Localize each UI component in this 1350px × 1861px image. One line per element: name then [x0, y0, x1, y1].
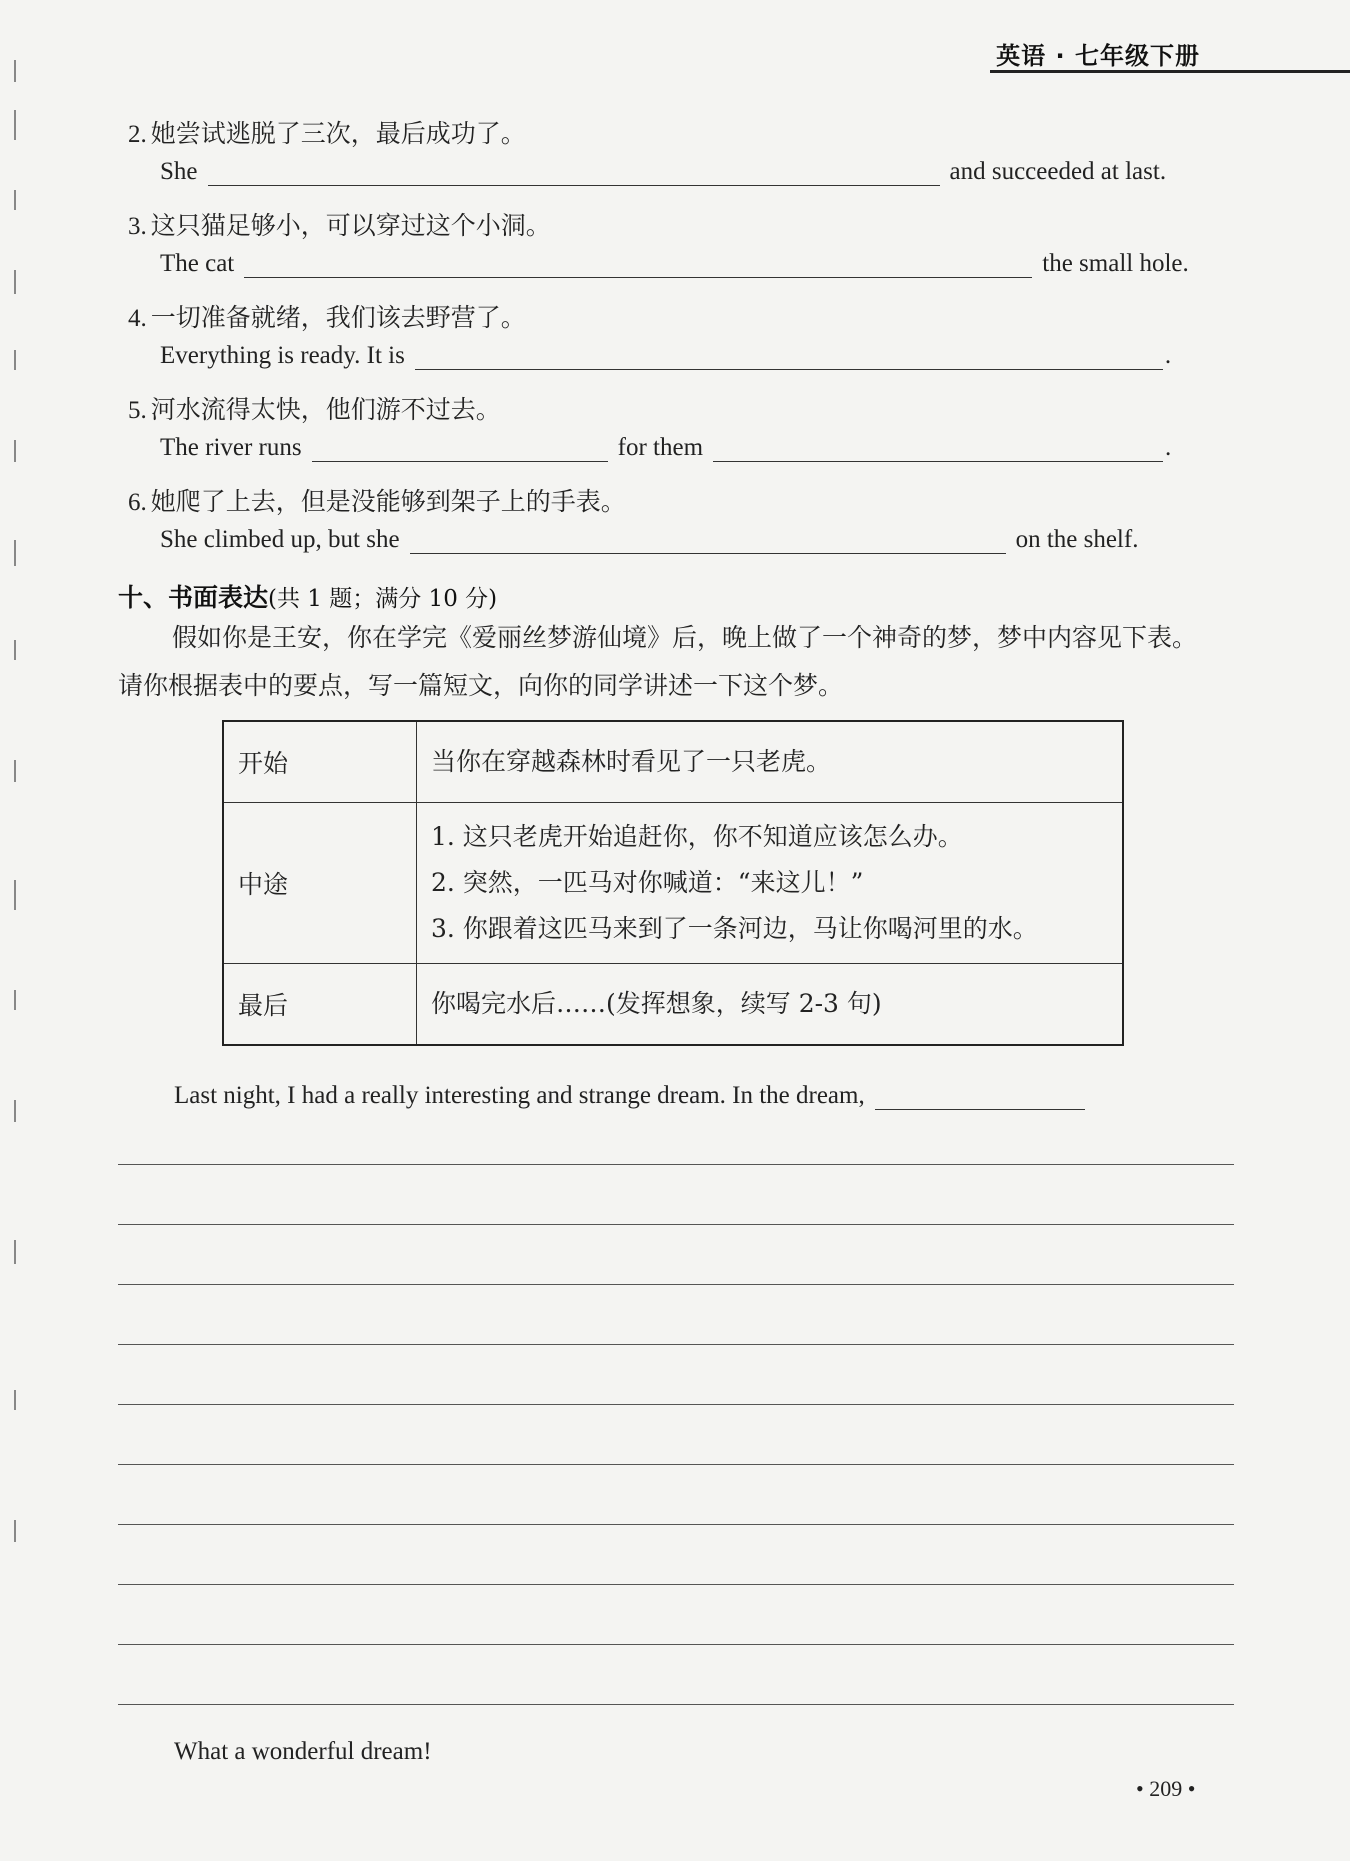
question-3-chinese: 3. 这只猫足够小，可以穿过这个小洞。 — [128, 211, 551, 240]
writing-line[interactable] — [118, 1704, 1234, 1705]
section-title: 十、书面表达(共 1 题；满分 10 分) — [118, 583, 498, 612]
essay-closing: What a wonderful dream! — [174, 1738, 432, 1765]
question-6-english: She climbed up, but she on the shelf. — [160, 526, 1139, 553]
writing-prompt-line-2: 请你根据表中的要点，写一篇短文，向你的同学讲述一下这个梦。 — [118, 671, 844, 700]
writing-line[interactable] — [118, 1164, 1234, 1165]
table-row — [223, 721, 1123, 803]
answer-blank[interactable] — [208, 161, 940, 186]
stage-content: 你喝完水后……(发挥想象，续写 2-3 句) — [417, 964, 1124, 1046]
essay-blank[interactable] — [875, 1085, 1085, 1110]
answer-blank[interactable] — [713, 437, 1163, 462]
question-4-chinese: 4. 一切准备就绪，我们该去野营了。 — [128, 303, 526, 332]
writing-line[interactable] — [118, 1644, 1234, 1645]
answer-blank[interactable] — [410, 529, 1006, 554]
section-meta: (共 1 题；满分 10 分) — [268, 586, 498, 612]
stage-label: 开始 — [223, 721, 417, 803]
stage-content: 1. 这只老虎开始追赶你，你不知道应该怎么办。 2. 突然，一匹马对你喊道：“来这儿！” 3. 你跟着这匹马来到了一条河边，马让你喝河里的水。 — [417, 803, 1124, 964]
stage-label: 中途 — [223, 803, 417, 964]
writing-line[interactable] — [118, 1464, 1234, 1465]
page-number: • 209 • — [1136, 1776, 1196, 1801]
question-2-chinese: 2. 她尝试逃脱了三次，最后成功了。 — [128, 119, 526, 148]
question-5-chinese: 5. 河水流得太快，他们游不过去。 — [128, 395, 501, 424]
answer-blank[interactable] — [415, 345, 1163, 370]
binding-marks — [14, 40, 20, 1540]
dream-outline-table — [222, 720, 1124, 1046]
writing-line[interactable] — [118, 1404, 1234, 1405]
table-row — [223, 803, 1123, 964]
writing-line[interactable] — [118, 1284, 1234, 1285]
essay-starter: Last night, I had a really interesting and strange dream. In the dream, — [174, 1082, 1095, 1110]
writing-line[interactable] — [118, 1344, 1234, 1345]
answer-blank[interactable] — [244, 253, 1032, 278]
question-6-chinese: 6. 她爬了上去，但是没能够到架子上的手表。 — [128, 487, 626, 516]
writing-prompt-line-1: 假如你是王安，你在学完《爱丽丝梦游仙境》后，晚上做了一个神奇的梦，梦中内容见下表。 — [172, 623, 1198, 652]
question-2-english: She and succeeded at last. — [160, 158, 1167, 185]
writing-line[interactable] — [118, 1224, 1234, 1225]
writing-line[interactable] — [118, 1584, 1234, 1585]
question-5-english: The river runs for them . — [160, 434, 1172, 461]
answer-blank[interactable] — [312, 437, 608, 462]
table-row — [223, 964, 1123, 1046]
stage-content: 当你在穿越森林时看见了一只老虎。 — [417, 721, 1124, 803]
stage-label: 最后 — [223, 964, 417, 1046]
question-3-english: The cat the small hole. — [160, 250, 1189, 277]
writing-line[interactable] — [118, 1524, 1234, 1525]
question-4-english: Everything is ready. It is . — [160, 342, 1172, 369]
header-title: 英语 · 七年级下册 — [996, 42, 1200, 70]
header-rule — [990, 70, 1350, 73]
